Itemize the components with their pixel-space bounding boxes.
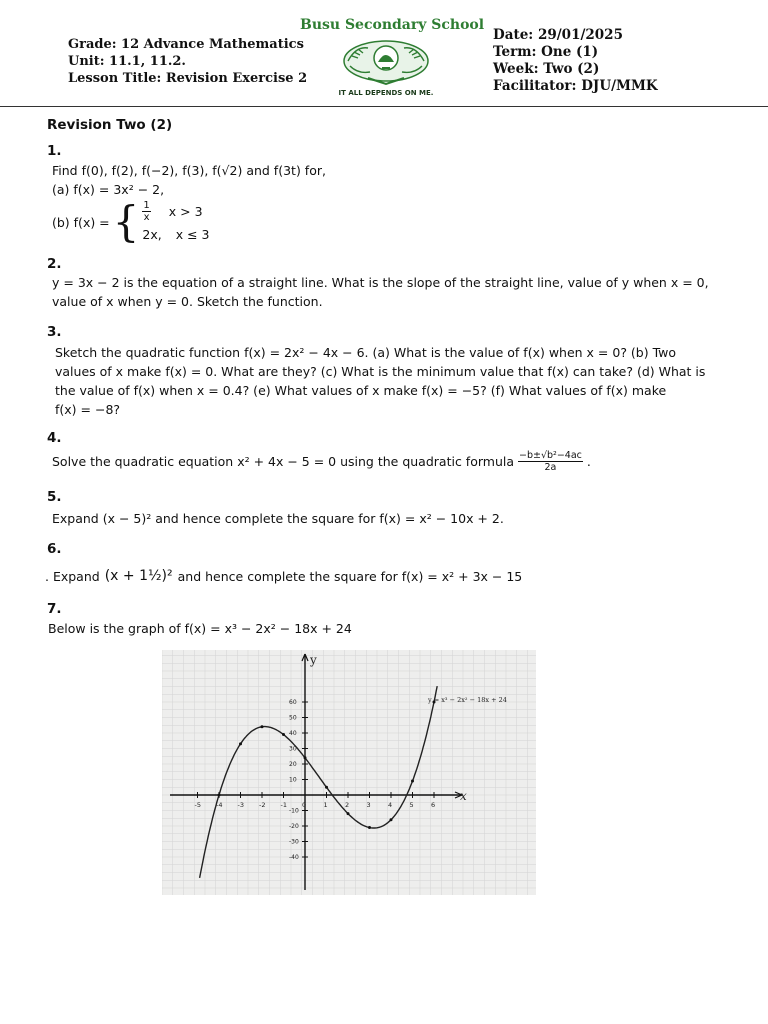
- x-tick-label: -2: [259, 801, 266, 809]
- question-3-line-2: values of x make f(x) = 0. What are they? (c) What is the minimum value that f(x) can take? (d) What is: [55, 364, 706, 379]
- school-name: Busu Secondary School: [300, 17, 485, 33]
- part-b-label: (b) f(x) =: [52, 214, 110, 230]
- question-2-line-1: y = 3x − 2 is the equation of a straight line. What is the slope of the straight line, value of y when x = 0,: [52, 275, 709, 290]
- plotted-point: [304, 756, 307, 759]
- plotted-point: [347, 812, 350, 815]
- question-6-number: 6.: [47, 541, 62, 557]
- x-tick-label: -5: [194, 801, 201, 809]
- formula-denominator: 2a: [544, 462, 557, 473]
- plotted-point: [282, 733, 285, 736]
- y-tick-label: -10: [289, 807, 299, 815]
- quadratic-formula: [518, 450, 583, 473]
- x-tick-label: 6: [431, 801, 436, 809]
- graph-grid: [162, 650, 536, 895]
- week-label: Week: Two (2): [493, 61, 600, 77]
- x-axis-label: x: [460, 789, 467, 803]
- y-tick-label: 20: [289, 761, 297, 768]
- question-6-expand-expr: (x + 1½)²: [104, 568, 173, 584]
- plotted-point: [368, 826, 371, 829]
- cubic-graph: [162, 650, 536, 895]
- lesson-title: Lesson Title: Revision Exercise 2: [68, 71, 308, 86]
- question-4-number: 4.: [47, 430, 62, 446]
- plotted-point: [325, 786, 328, 789]
- x-tick-label: 2: [345, 801, 350, 809]
- date-label: Date: 29/01/2025: [493, 27, 623, 43]
- x-tick-label: 4: [388, 801, 393, 809]
- y-tick-label: 40: [289, 730, 297, 737]
- question-6-body: and hence complete the square for f(x) = x² + 3x − 15: [177, 569, 523, 584]
- question-1-number: 1.: [47, 143, 62, 159]
- grade-label: Grade: 12 Advance Mathematics: [68, 37, 304, 52]
- y-tick-label: 60: [289, 699, 297, 706]
- facilitator-label: Facilitator: DJU/MMK: [493, 78, 658, 94]
- question-2-number: 2.: [47, 256, 62, 272]
- case2-expr: 2x,: [142, 227, 162, 242]
- plotted-point: [411, 780, 414, 783]
- x-tick-label: 0: [302, 801, 307, 809]
- x-tick-label: -3: [237, 801, 244, 809]
- graph-ticks: [195, 699, 436, 861]
- unit-label: Unit: 11.1, 11.2.: [68, 54, 186, 69]
- header-divider: [0, 106, 768, 107]
- case1-condition: x > 3: [168, 204, 203, 219]
- question-4-end: .: [586, 454, 591, 469]
- plotted-point: [239, 742, 242, 745]
- curve-label: y = x³ − 2x² − 18x + 24: [428, 696, 507, 704]
- x-tick-label: 3: [366, 801, 371, 809]
- y-tick-label: 30: [289, 745, 297, 753]
- question-7-number: 7.: [47, 601, 62, 617]
- question-4-body: Solve the quadratic equation x² + 4x − 5 = 0 using the quadratic formula: [52, 454, 514, 469]
- question-3-line-3: the value of f(x) when x = 0.4? (e) What values of x make f(x) = −5? (f) What values of f(x) make: [55, 383, 667, 398]
- question-5-number: 5.: [47, 489, 62, 505]
- term-label: Term: One (1): [493, 44, 599, 60]
- case1-fraction: $\frac{1}{x}$: [143, 200, 150, 223]
- plotted-point: [261, 725, 264, 728]
- y-tick-label: 10: [289, 776, 297, 784]
- x-tick-label: -1: [280, 801, 287, 809]
- question-1-part-b: [52, 199, 210, 245]
- section-title: Revision Two (2): [47, 117, 173, 133]
- y-tick-label: 50: [289, 714, 297, 722]
- x-tick-label: -4: [216, 801, 223, 809]
- piecewise-cases: [142, 200, 209, 244]
- question-3-line-1: Sketch the quadratic function f(x) = 2x² − 4x − 6. (a) What is the value of f(x) when x = 0? (b) Two: [55, 345, 677, 360]
- question-6-text: [45, 567, 522, 586]
- question-3-line-4: f(x) = −8?: [55, 402, 121, 417]
- plotted-point: [218, 794, 221, 797]
- question-2-line-2: value of x when y = 0. Sketch the function.: [52, 294, 323, 309]
- y-tick-label: -40: [289, 854, 299, 861]
- question-7-text: Below is the graph of f(x) = x³ − 2x² − 18x + 24: [48, 621, 352, 636]
- question-6-prefix: . Expand: [45, 569, 100, 584]
- school-logo: [338, 38, 434, 98]
- y-axis-label: y: [310, 653, 317, 667]
- plotted-points: [218, 701, 436, 830]
- plotted-point: [390, 818, 393, 821]
- question-1-text: Find f(0), f(2), f(−2), f(3), f(√2) and f(3t) for,: [52, 163, 326, 178]
- question-3-number: 3.: [47, 324, 62, 340]
- x-tick-label: 5: [409, 801, 414, 809]
- question-5-text: Expand (x − 5)² and hence complete the square for f(x) = x² − 10x + 2.: [52, 511, 504, 526]
- cubic-graph-svg: [162, 650, 536, 895]
- question-1-part-a: (a) f(x) = 3x² − 2,: [52, 182, 165, 197]
- case2-condition: x ≤ 3: [175, 227, 210, 242]
- x-tick-label: 1: [323, 801, 328, 809]
- y-tick-label: -20: [289, 823, 299, 830]
- motto-text: IT ALL DEPENDS ON ME.: [338, 89, 434, 97]
- question-4-text: [52, 450, 591, 473]
- piecewise-brace: {: [112, 197, 140, 246]
- y-tick-label: -30: [289, 838, 299, 846]
- formula-numerator: −b±√b²−4ac: [519, 450, 582, 461]
